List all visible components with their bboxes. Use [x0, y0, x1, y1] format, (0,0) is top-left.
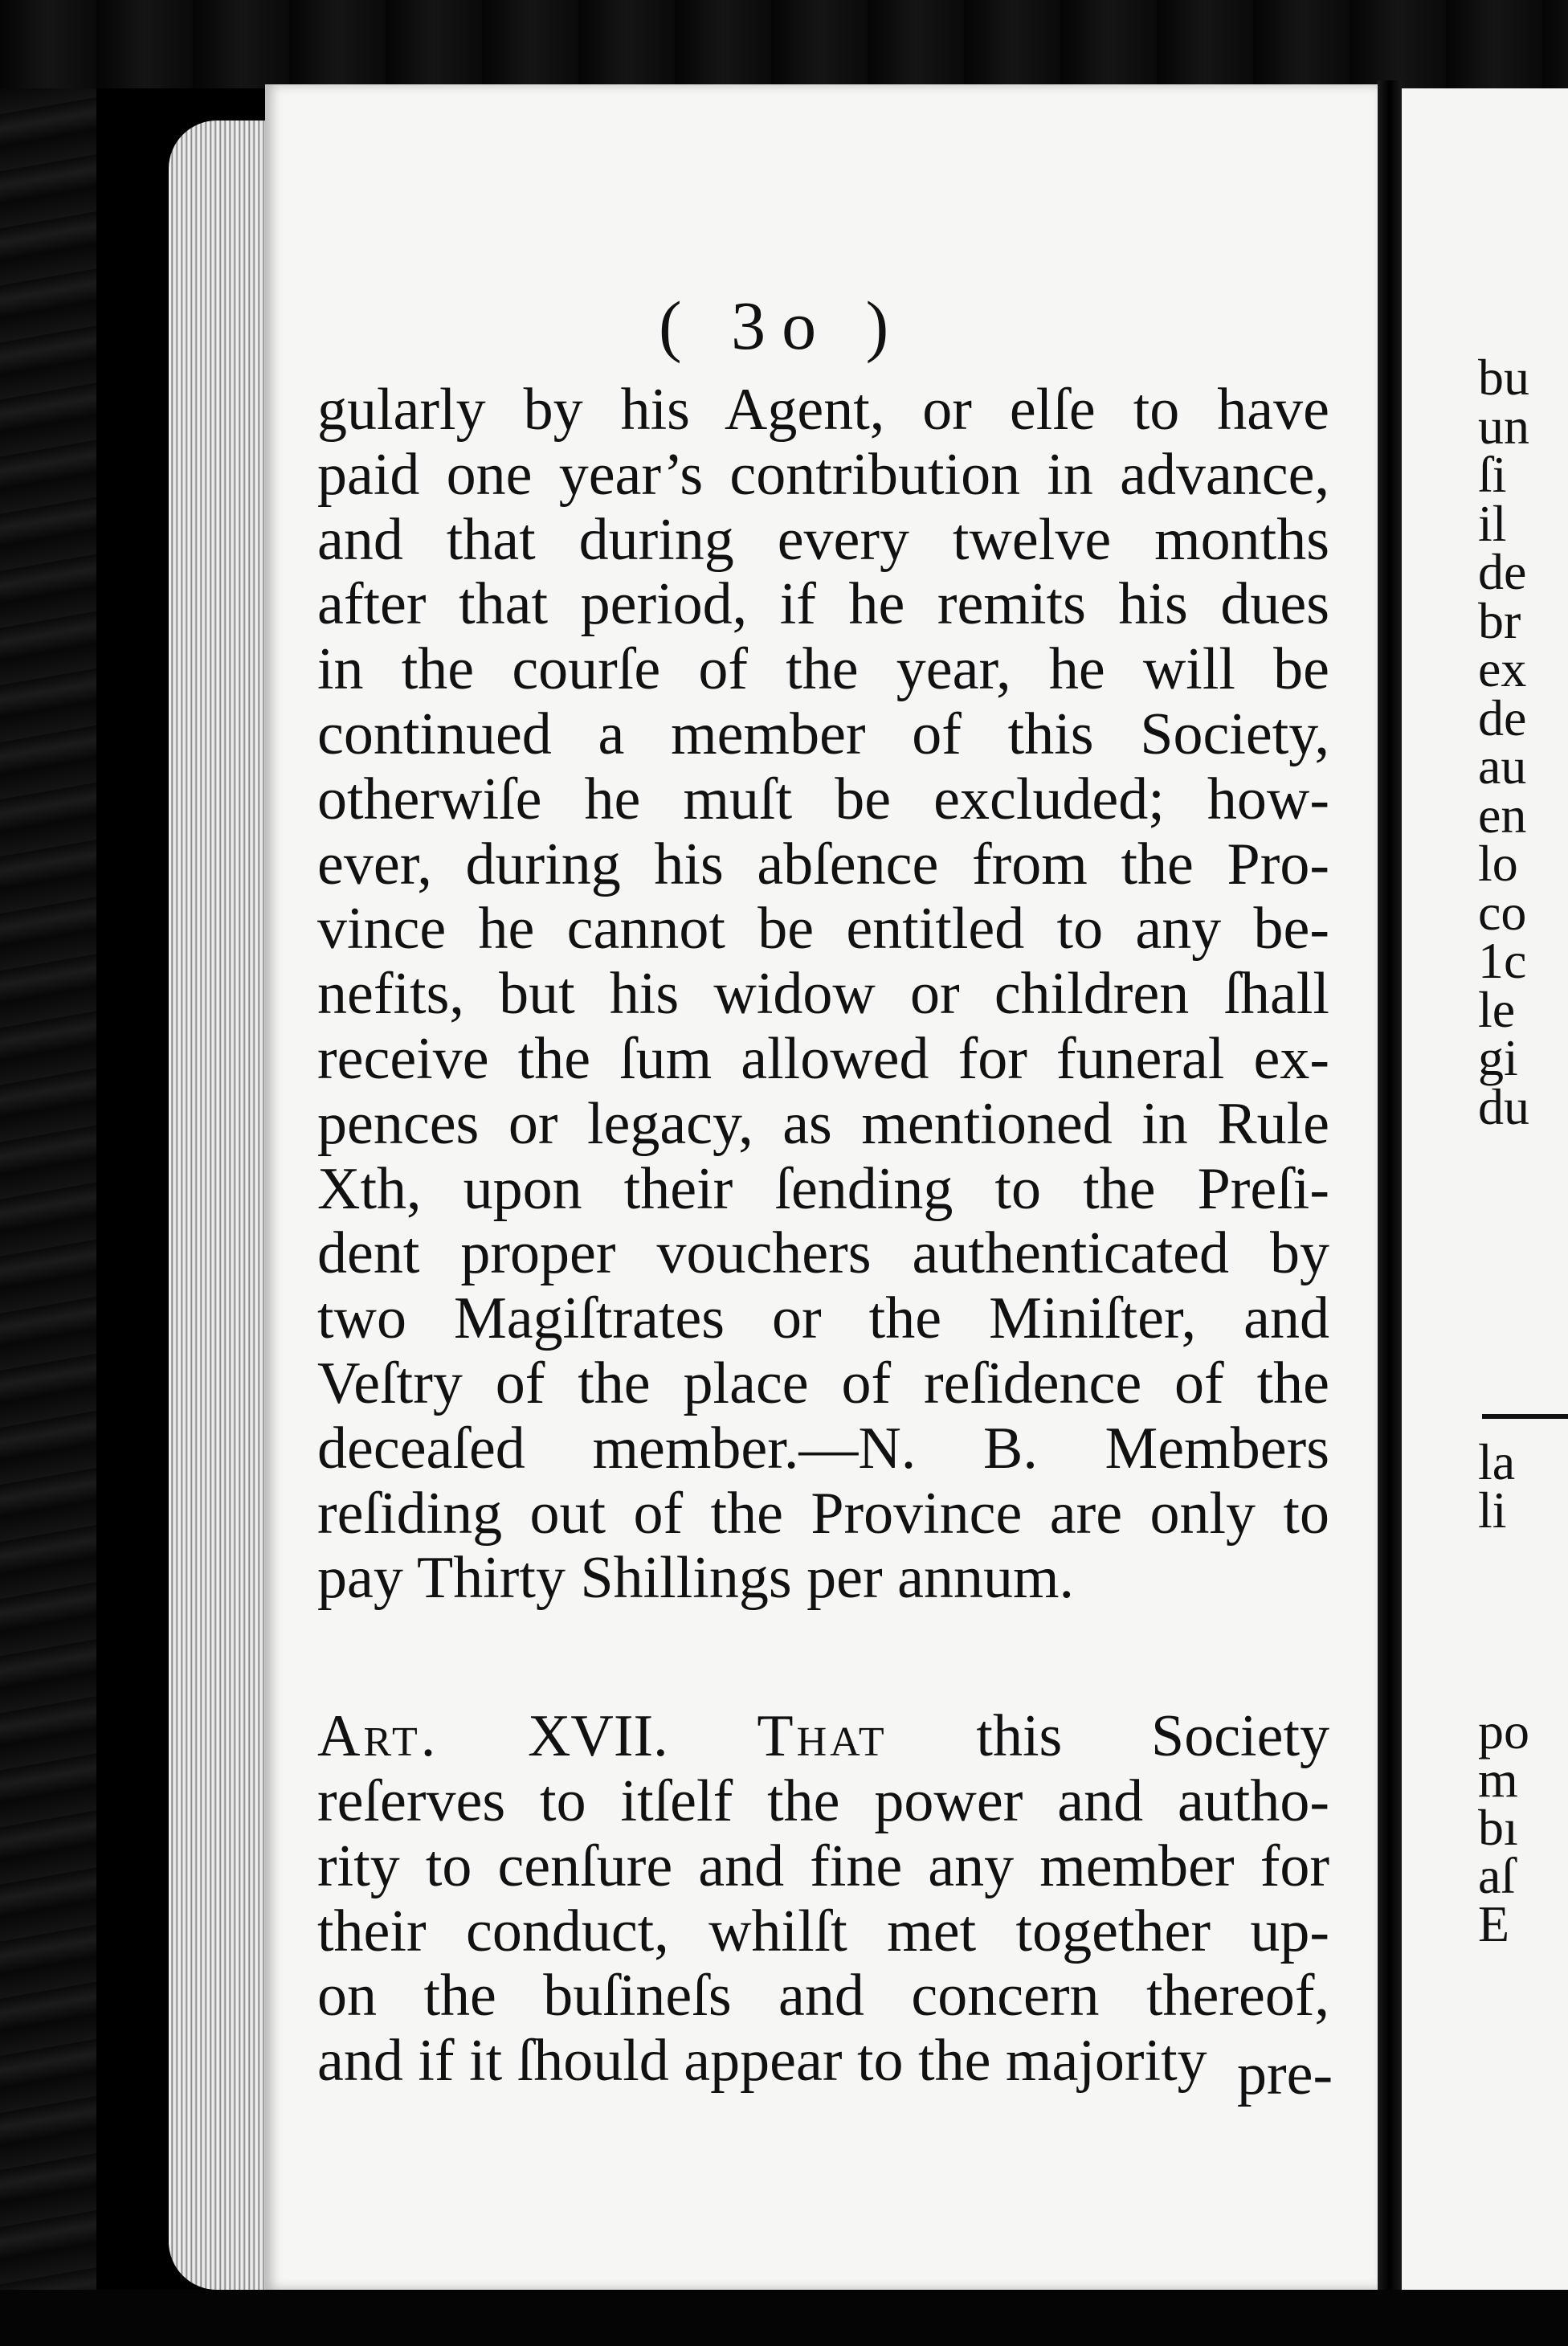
facing-page-fragment: lo: [1478, 835, 1518, 892]
facing-page-fragment: ex: [1478, 640, 1527, 697]
facing-page-fragment: E: [1478, 1895, 1510, 1952]
text-line: dent proper vouchers authenticated by: [317, 1220, 1329, 1287]
text-line: deceaſed member.—N. B. Members: [317, 1415, 1329, 1482]
catchword: pre-: [1237, 2042, 1333, 2107]
text-line: gularly by his Agent, or elſe to have: [317, 377, 1329, 443]
book-cover-edge: [0, 0, 96, 2346]
paragraph-gap: [317, 1611, 1329, 1704]
facing-page-rule: [1482, 1414, 1568, 1419]
text-line: Xth, upon their ſending to the Preſi-: [317, 1155, 1329, 1222]
facing-page-fragment: de: [1478, 689, 1527, 746]
text-line: Art. XVII. That this Society: [317, 1703, 1330, 1770]
facing-page-fragment: en: [1478, 786, 1527, 844]
text-line: Veſtry of the place of reſidence of the: [317, 1350, 1329, 1416]
top-dark-band: [0, 0, 1568, 88]
text-line: two Magiſtrates or the Miniſter, and: [317, 1285, 1329, 1352]
text-line: vince he cannot be entitled to any be-: [317, 896, 1329, 963]
facing-page-fragments-top: [1478, 349, 1568, 1135]
facing-page-fragment: m: [1478, 1751, 1518, 1808]
text-line: rity to cenſure and fine any member for: [317, 1833, 1329, 1899]
facing-page-fragment: gi: [1478, 1029, 1518, 1086]
facing-page-fragment: po: [1478, 1702, 1529, 1759]
text-line: and that during every twelve months: [317, 506, 1329, 573]
page-text: [317, 378, 1329, 2094]
text-line: after that period, if he remits his dues: [317, 571, 1329, 638]
facing-page-fragments-mid: [1478, 1433, 1568, 1539]
facing-page-fragment: au: [1478, 738, 1527, 795]
text-line: paid one year’s contribution in advance,: [317, 441, 1329, 508]
facing-page-fragment: bı: [1478, 1799, 1518, 1856]
text-line: continued a member of this Society,: [317, 701, 1329, 767]
text-line: pay Thirty Shillings per annum.: [317, 1545, 1075, 1612]
facing-page-fragment: bu: [1478, 349, 1529, 406]
facing-page-fragment: il: [1478, 494, 1507, 552]
paragraph-1: [317, 378, 1329, 1611]
facing-page-fragment: aſ: [1478, 1847, 1516, 1904]
facing-page-fragment: un: [1478, 397, 1529, 455]
text-line: reſiding out of the Province are only to: [317, 1480, 1329, 1547]
facing-page-fragment: du: [1478, 1077, 1529, 1135]
text-line: in the courſe of the year, he will be: [317, 636, 1329, 703]
facing-page-fragment: li: [1478, 1482, 1507, 1539]
facing-page-fragment: co: [1478, 883, 1527, 941]
text-line: nefits, but his widow or children ſhall: [317, 961, 1329, 1028]
text-line: receive the ſum allowed for funeral ex-: [317, 1025, 1329, 1092]
facing-page-fragments-bottom: [1478, 1702, 1568, 1952]
text-line: ever, during his abſence from the Pro-: [317, 831, 1329, 897]
book-gutter: [1378, 80, 1402, 2314]
paragraph-2: [317, 1704, 1329, 2094]
facing-page-fragment: 1c: [1478, 932, 1527, 989]
facing-page-fragment: le: [1478, 980, 1516, 1038]
text-line: on the buſineſs and concern thereof,: [317, 1963, 1329, 2029]
text-line: and if it ſhould appear to the majority: [317, 2028, 1207, 2095]
facing-page-fragment: ſi: [1478, 446, 1507, 503]
page-number: ( 3o ): [659, 287, 905, 364]
text-line: pences or legacy, as mentioned in Rule: [317, 1090, 1329, 1157]
bottom-dark-band: [0, 2290, 1568, 2346]
text-line: reſerves to itſelf the power and autho-: [317, 1768, 1329, 1834]
facing-page-fragment: la: [1478, 1433, 1516, 1490]
text-line: otherwiſe he muſt be excluded; how-: [317, 766, 1329, 832]
facing-page-fragment: br: [1478, 591, 1521, 649]
text-line: their conduct, whilſt met together up-: [317, 1898, 1329, 1964]
facing-page-fragment: de: [1478, 543, 1527, 600]
